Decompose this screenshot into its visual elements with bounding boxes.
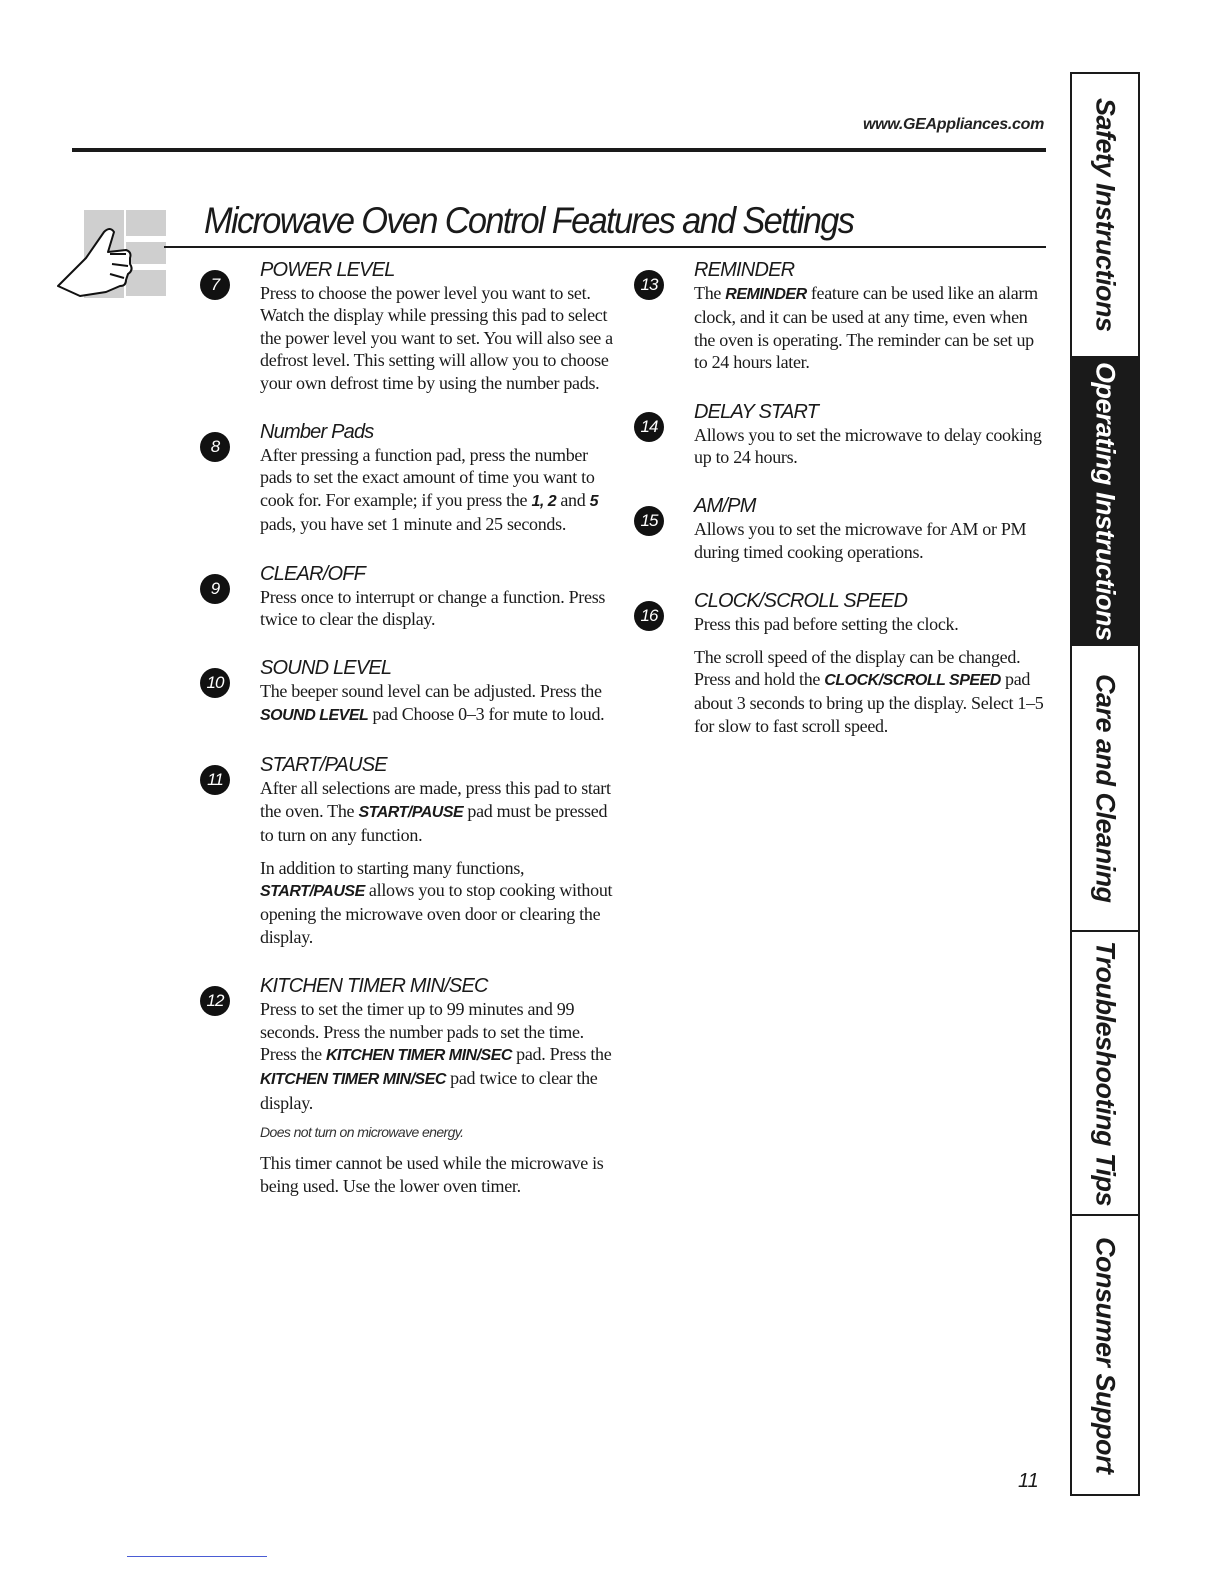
- bottom-link-line: [127, 1556, 267, 1557]
- feature-power-level: [200, 258, 620, 394]
- website-url[interactable]: www.GEAppliances.com: [862, 116, 1044, 133]
- text-run: pad Choose 0–3 for mute to loud.: [368, 703, 605, 724]
- tab-label: Consumer Support: [1090, 1236, 1121, 1474]
- tab-care-and-cleaning[interactable]: [1072, 646, 1138, 932]
- features-right-column: [634, 258, 1050, 763]
- feature-text: Allows you to set the microwave for AM or PM during timed cooking operations.: [694, 519, 1027, 562]
- feature-title: Number Pads: [260, 421, 374, 444]
- feature-reminder: [634, 258, 1050, 374]
- tab-operating-instructions[interactable]: [1072, 358, 1138, 646]
- feature-sound-level: [200, 656, 620, 727]
- feature-number-pads: [200, 420, 620, 536]
- number-14-icon: 14: [634, 412, 664, 442]
- number-9-icon: 9: [200, 574, 230, 604]
- feature-title: AM/PM: [694, 495, 756, 518]
- feature-text: This timer cannot be used while the microwave is being used. Use the lower oven timer.: [260, 1153, 604, 1196]
- keyword: START/PAUSE: [260, 882, 365, 900]
- text-run: The: [694, 283, 726, 303]
- feature-title: CLEAR/OFF: [260, 562, 366, 585]
- keyword: SOUND LEVEL: [260, 706, 369, 724]
- text-run: pad twice to clear the display.: [260, 1068, 598, 1113]
- keyword: KITCHEN TIMER MIN/SEC: [260, 1071, 446, 1089]
- tab-label: Safety Instructions: [1090, 98, 1121, 332]
- feature-text: Allows you to set the microwave to delay cooking up to 24 hours.: [694, 424, 1042, 468]
- text-run: feature can be used like an alarm clock, and it can be used at any time, even when the oven is operating. The reminder can be set up to 24 hours later.: [694, 283, 1038, 373]
- number-15-icon: 15: [634, 506, 664, 536]
- feature-delay-start: [634, 400, 1050, 469]
- text-run: pad. Press the: [511, 1043, 612, 1064]
- number-16-icon: 16: [634, 601, 664, 631]
- tab-consumer-support[interactable]: [1072, 1216, 1138, 1494]
- pointing-hand-icon: [56, 208, 168, 300]
- feature-text: Press to choose the power level you want to set. Watch the display while pressing this pad to select the power level you want to set. You will also see a defrost level. This setting will allow you to choose your own defrost time by using the number pads.: [260, 283, 613, 393]
- number-7-icon: 7: [200, 270, 230, 300]
- keyword: KITCHEN TIMER MIN/SEC: [326, 1046, 512, 1064]
- feature-clear-off: [200, 562, 620, 631]
- keyword: CLOCK/SCROLL SPEED: [824, 672, 1001, 690]
- tab-label: Troubleshooting Tips: [1090, 940, 1121, 1206]
- page-number: 11: [1018, 1470, 1039, 1492]
- feature-start-pause: [200, 753, 620, 948]
- top-rule: [72, 148, 1046, 152]
- text-run: In addition to starting many functions,: [260, 857, 525, 878]
- text-run: Press to set the timer up to 99 minutes and 99 seconds. Press the number pads to set the time. Press the: [260, 999, 584, 1064]
- feature-text: Press this pad before setting the clock.: [694, 614, 959, 635]
- feature-title: KITCHEN TIMER MIN/SEC: [260, 975, 488, 998]
- feature-title: POWER LEVEL: [260, 259, 395, 281]
- feature-am-pm: [634, 494, 1050, 563]
- keyword: REMINDER: [725, 286, 807, 303]
- feature-clock-scroll-speed: [634, 589, 1050, 737]
- feature-text: [260, 777, 620, 846]
- feature-title: CLOCK/SCROLL SPEED: [694, 590, 908, 613]
- text-run: After pressing a function pad, press the number pads to set the exact amount of time you want to cook for. For example; if you press the: [260, 445, 595, 510]
- number-11-icon: 11: [200, 765, 230, 795]
- feature-title: DELAY START: [694, 400, 819, 423]
- feature-text: [694, 646, 1050, 738]
- number-10-icon: 10: [200, 668, 230, 698]
- number-8-icon: 8: [200, 432, 230, 462]
- feature-text: [260, 680, 620, 727]
- feature-text: [260, 444, 620, 536]
- text-run: After all selections are made, press this pad to start the oven. The: [260, 778, 611, 821]
- text-run: and: [556, 489, 590, 510]
- number-12-icon: 12: [200, 986, 230, 1016]
- text-run: allows you to stop cooking without opening the microwave oven door or clearing the display.: [260, 879, 613, 947]
- feature-kitchen-timer: [200, 974, 620, 1197]
- section-tabs-sidebar: [1070, 72, 1140, 1496]
- feature-text: [694, 282, 1050, 374]
- feature-title: START/PAUSE: [260, 754, 387, 777]
- text-run: The scroll speed of the display can be changed. Press and hold the: [694, 646, 1021, 690]
- keyword: START/PAUSE: [358, 803, 464, 821]
- tab-safety-instructions[interactable]: [1072, 74, 1138, 358]
- text-run: pads, you have set 1 minute and 25 seconds.: [260, 514, 567, 535]
- text-run: The beeper sound level can be adjusted. Press the: [260, 681, 602, 702]
- features-left-column: [200, 258, 620, 1223]
- feature-note: Does not turn on microwave energy.: [260, 1124, 464, 1141]
- text-run: pad must be pressed to turn on any function.: [260, 800, 608, 846]
- keyword: 1, 2: [531, 492, 557, 510]
- tab-label: Care and Cleaning: [1090, 673, 1121, 903]
- text-run: pad about 3 seconds to bring up the display. Select 1–5 for slow to fast scroll speed.: [694, 669, 1044, 736]
- feature-text: Press once to interrupt or change a function. Press twice to clear the display.: [260, 586, 606, 630]
- feature-title: SOUND LEVEL: [260, 657, 392, 680]
- number-13-icon: 13: [634, 270, 664, 300]
- tab-label: Operating Instructions: [1090, 361, 1121, 641]
- feature-text: [260, 998, 620, 1114]
- feature-text: [260, 857, 620, 949]
- tab-troubleshooting-tips[interactable]: [1072, 932, 1138, 1216]
- title-rule: [164, 246, 1046, 248]
- page-title: Microwave Oven Control Features and Settings: [204, 200, 854, 241]
- keyword: 5: [589, 492, 599, 510]
- feature-title: REMINDER: [694, 259, 795, 281]
